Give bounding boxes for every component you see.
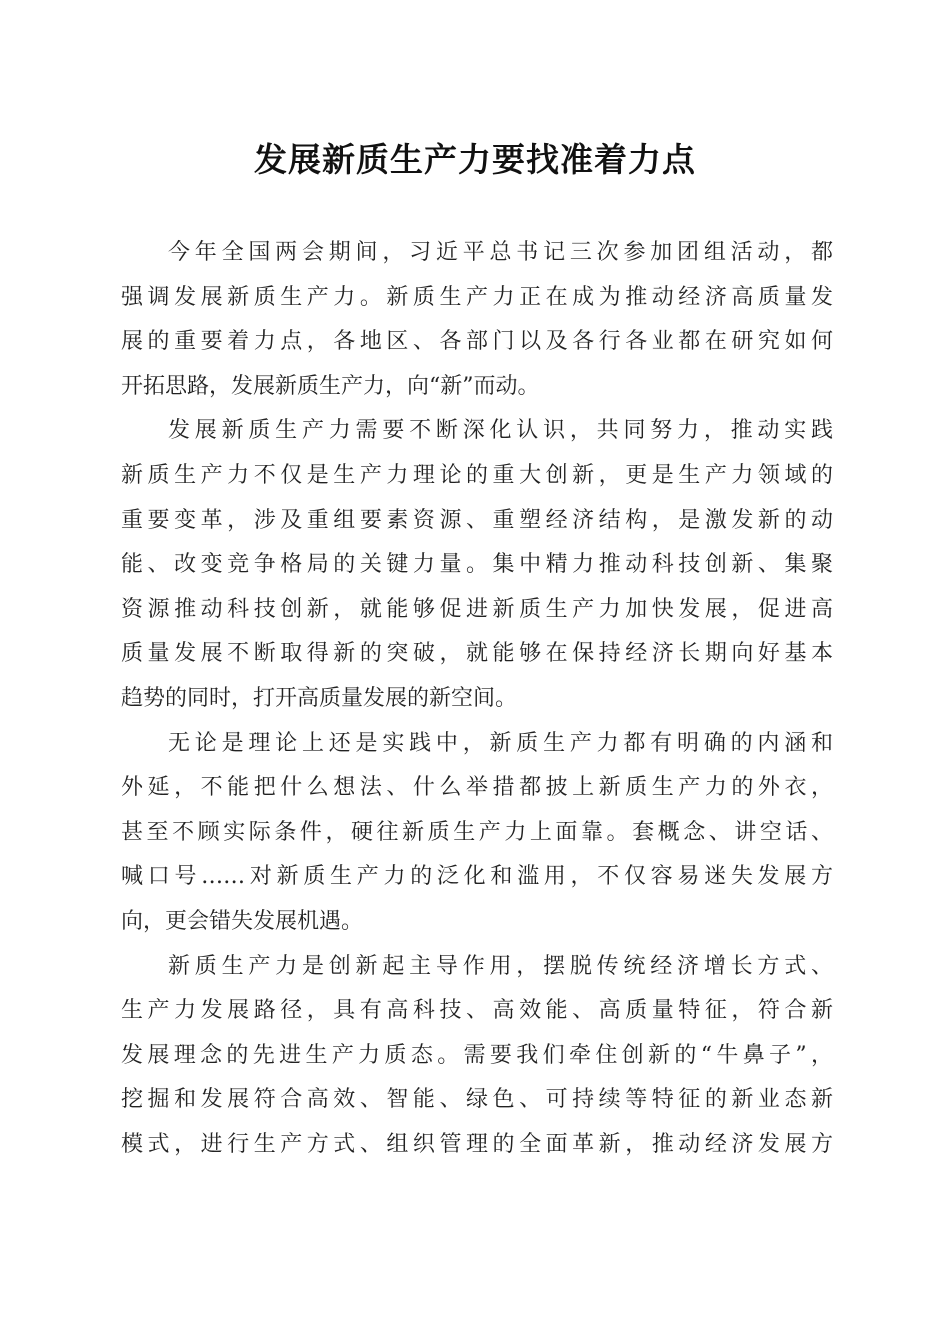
paragraph-line: 发展理念的先进生产力质态。需要我们牵住创新的“牛鼻子”， [121, 1042, 833, 1068]
paragraph-line: 甚至不顾实际条件，硬往新质生产力上面靠。套概念、讲空话、 [121, 819, 833, 845]
paragraph-line: 展的重要着力点，各地区、各部门以及各行各业都在研究如何 [121, 329, 833, 355]
paragraph-line: 质量发展不断取得新的突破，就能够在保持经济长期向好基本 [121, 641, 833, 667]
paragraph-line: 新质生产力不仅是生产力理论的重大创新，更是生产力领域的 [121, 462, 833, 488]
paragraph-line: 无论是理论上还是实践中，新质生产力都有明确的内涵和 [168, 730, 833, 756]
paragraph-line: 今年全国两会期间，习近平总书记三次参加团组活动，都 [168, 240, 833, 265]
paragraph-line: 向，更会错失发展机遇。 [121, 908, 364, 934]
paragraph-line: 挖掘和发展符合高效、智能、绿色、可持续等特征的新业态新 [121, 1087, 833, 1113]
paragraph-line: 新质生产力是创新起主导作用，摆脱传统经济增长方式、 [168, 953, 833, 979]
paragraph-line: 开拓思路，发展新质生产力，向“新”而动。 [121, 373, 540, 399]
paragraph-line: 生产力发展路径，具有高科技、高效能、高质量特征，符合新 [121, 998, 833, 1024]
paragraph-line: 模式，进行生产方式、组织管理的全面革新，推动经济发展方 [121, 1131, 833, 1157]
paragraph-line: 资源推动科技创新，就能够促进新质生产力加快发展，促进高 [121, 596, 833, 622]
paragraph-4 [121, 945, 833, 1168]
document-body [121, 231, 833, 1167]
paragraph-1 [121, 231, 833, 409]
paragraph-line: 重要变革，涉及重组要素资源、重塑经济结构，是激发新的动 [121, 507, 833, 533]
paragraph-line: 趋势的同时，打开高质量发展的新空间。 [121, 685, 518, 711]
paragraph-3 [121, 722, 833, 945]
paragraph-line: 能、改变竞争格局的关键力量。集中精力推动科技创新、集聚 [121, 552, 833, 578]
paragraph-2 [121, 409, 833, 721]
paragraph-line: 外延，不能把什么想法、什么举措都披上新质生产力的外衣， [121, 775, 833, 801]
paragraph-line: 强调发展新质生产力。新质生产力正在成为推动经济高质量发 [121, 284, 833, 310]
paragraph-line: 喊口号……对新质生产力的泛化和滥用，不仅容易迷失发展方 [121, 864, 833, 890]
document-title: 发展新质生产力要找准着力点 [254, 140, 696, 179]
paragraph-line: 发展新质生产力需要不断深化认识，共同努力，推动实践 [168, 418, 833, 444]
